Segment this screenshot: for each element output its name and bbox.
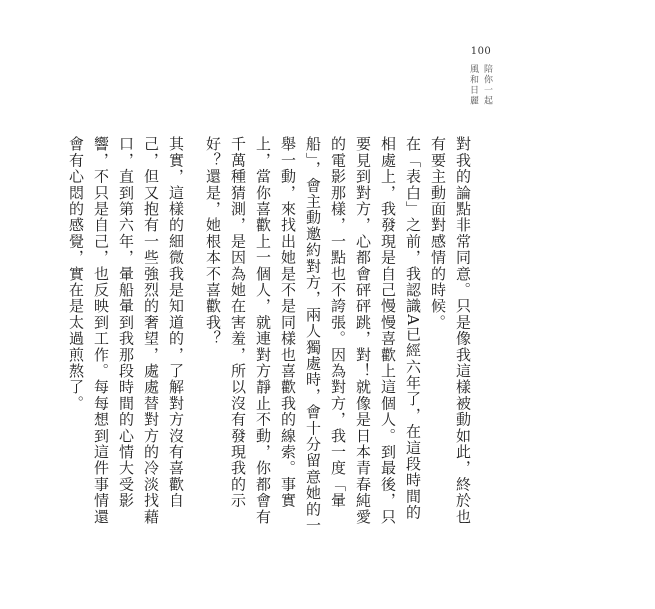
running-head-chapter-title: 風和日麗	[468, 64, 478, 106]
body-text	[51, 136, 475, 536]
running-head-book-title: 陪你一起	[482, 64, 492, 106]
paragraph-1: 對我的論點非常同意。只是像我這樣被動如此，終於也有要主動面對感情的時候。	[429, 136, 472, 525]
paragraph-3: 其實，這樣的細微我是知道的，了解對方沒有喜歡自己，但又抱有一些強烈的奢望，處處替對方的冷淡找藉口，直到第六年，暈船暈到我那段時間的心情大受影響，不只是自己，也反映到工作。每每想到這件事情還會有心悶的感覺，實在是太過煎熬了。	[67, 136, 185, 525]
paragraph-2: 在「表白」之前，我認識A已經六年了，在這段時間的相處上，我發現是自己慢慢喜歡上這個人。到最後，只要見到對方，心都會砰砰跳，對！就像是日本青春純愛的電影那樣，一點也不誇張。因為對方，我一度「暈船」，會主動邀約對方，兩人獨處時，會十分留意她的一舉一動，來找出她是不是同樣也喜歡我的線索。事實上，當你喜歡上一個人，就連對方靜止不動，你都會有千萬種猜測，是因為她在害羞，所以沒有發現我的示好？還是，她根本不喜歡我？	[204, 136, 422, 534]
page-number: 100	[470, 46, 492, 57]
